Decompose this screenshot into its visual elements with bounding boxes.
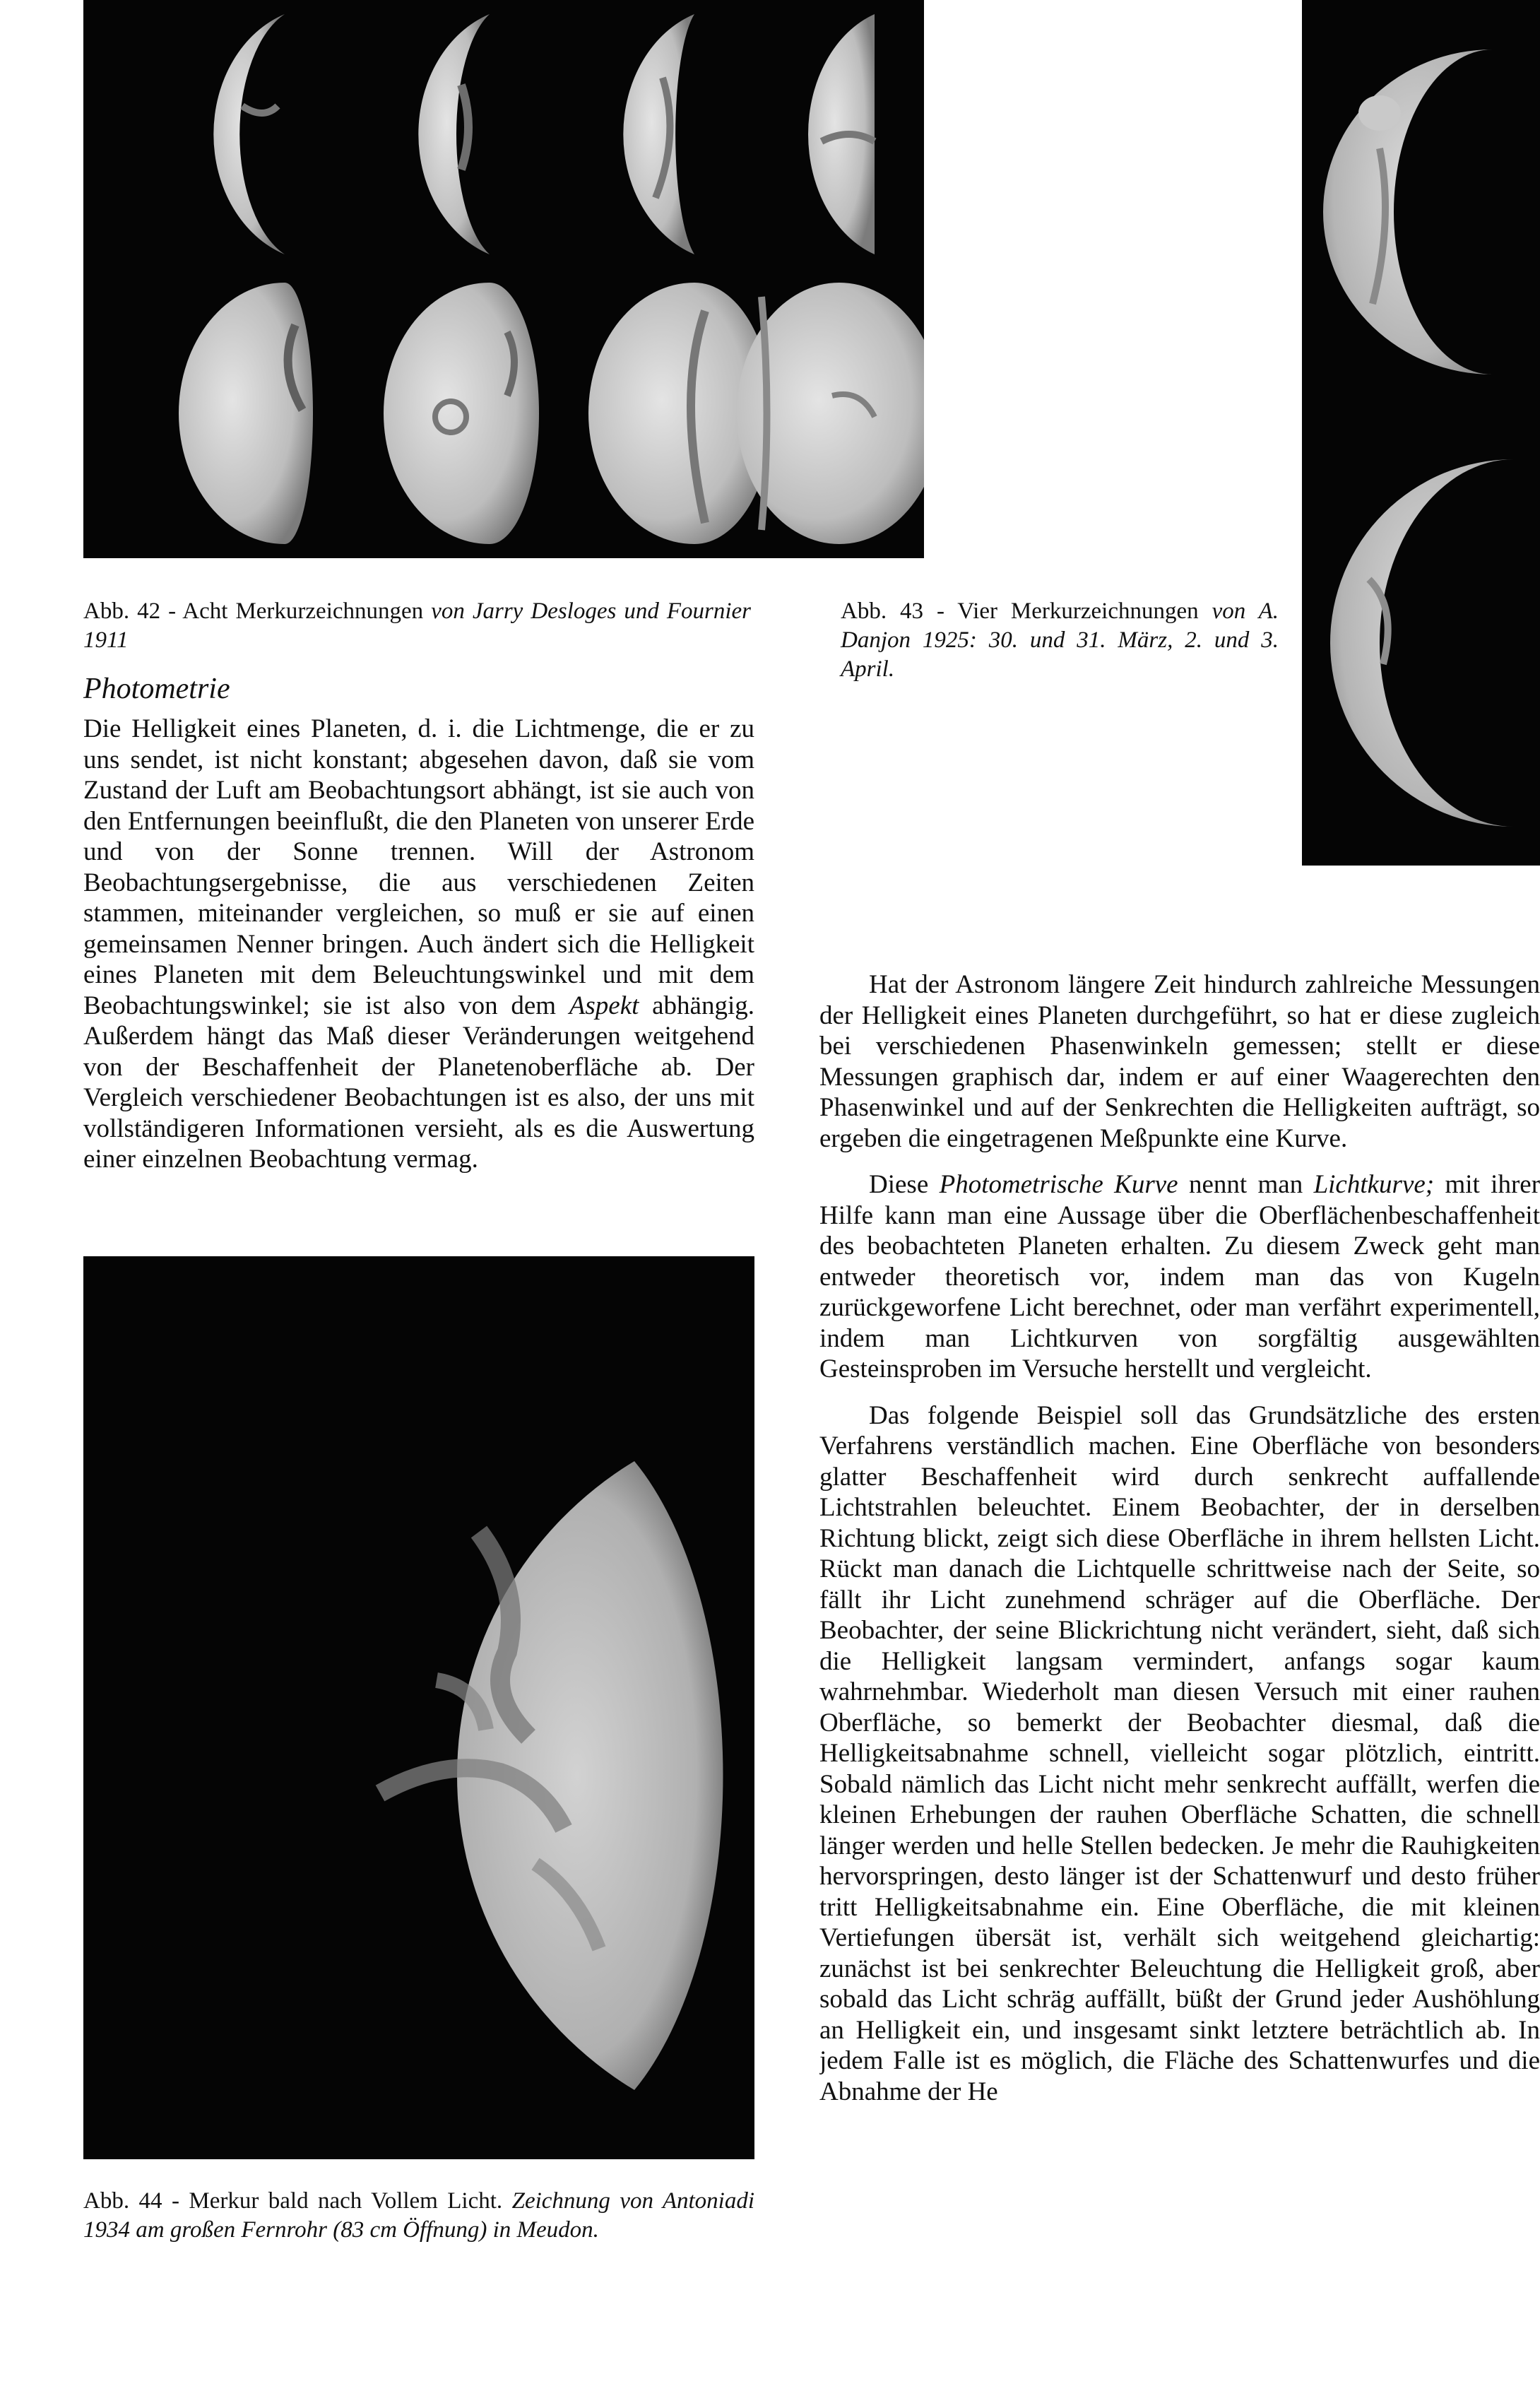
mercury-drawing-3 xyxy=(623,14,694,254)
figure-44-caption-prefix: Abb. 44 - Merkur bald nach Vollem Licht. xyxy=(83,2188,512,2214)
figure-43-caption xyxy=(841,597,1279,684)
mercury-drawing-2 xyxy=(418,14,490,254)
mercury-phases-drawings xyxy=(83,0,924,558)
mercury-drawing-crescent-1 xyxy=(1323,49,1493,374)
mercury-drawing-8 xyxy=(737,283,924,544)
mercury-crescent-drawings xyxy=(1302,0,1540,866)
left-paragraph-1 xyxy=(83,714,754,1175)
figure-44-plate xyxy=(83,1256,754,2159)
figure-43-plate xyxy=(1302,0,1540,866)
left-paragraph-1-part-b: abhängig. Außerdem hängt das Maß dieser Veränderungen weitgehend von der Beschaffenheit der Planetenoberfläche ab. Der Vergleich verschiedener Beobachtungen ist es also, der uns mit vollständigeren Informationen versieht, als es die Auswertung einer einzelnen Beobachtung vermag. xyxy=(83,991,754,1174)
right-column-text xyxy=(819,969,1540,2107)
right-paragraph-2-part-c: mit ihrer Hilfe kann man eine Aussage über die Oberflächenbeschaffenheit des beobachteten Planeten erhalten. Zu diesem Zweck geht man entweder theoretisch vor, indem man das von Kugeln zurückgeworfene Licht berechnet, oder man verfährt experimentell, indem man Lichtkurven von sorgfältig ausgewählten Gesteinsproben im Versuche herstellt und vergleicht. xyxy=(819,1170,1540,1383)
figure-42-caption-prefix: Abb. 42 - Acht Merkurzeichnungen xyxy=(83,598,432,624)
right-column-clip xyxy=(819,969,1540,2383)
figure-44-caption-credit: Zeichnung von Antoniadi 1934 am großen Fernrohr (83 cm Öffnung) in Meudon. xyxy=(83,2188,754,2243)
right-paragraph-2-emphasis-2: Lichtkurve; xyxy=(1313,1170,1435,1199)
left-paragraph-1-emphasis: Aspekt xyxy=(569,991,639,1020)
right-paragraph-2-part-a: Diese xyxy=(869,1170,940,1199)
left-paragraph-1-part-a: Die Helligkeit eines Planeten, d. i. die Lichtmenge, die er zu uns sendet, ist nicht konstant; abgesehen davon, daß sie vom Zustand der Luft am Beobachtungsort abhängt, ist sie auch von den Entfernungen beeinflußt, die den Planeten von unserer Erde und von der Sonne trennen. Will der Astronom Beobachtungsergebnisse, die aus verschiedenen Zeiten stammen, miteinander vergleichen, so muß er sie auf einen gemeinsamen Nenner bringen. Auch ändert sich die Helligkeit eines Planeten mit dem Beleuchtungswinkel und mit dem Beobachtungswinkel; sie ist also von dem xyxy=(83,714,754,1020)
figure-43-caption-credit: von A. Danjon 1925: 30. und 31. März, 2. und 3. April. xyxy=(841,598,1279,682)
right-paragraph-2-part-b: nennt man xyxy=(1178,1170,1314,1199)
figure-43-caption-prefix: Abb. 43 - Vier Merkurzeichnungen xyxy=(841,598,1212,624)
mercury-drawing-4 xyxy=(808,14,875,254)
figure-42-plate xyxy=(83,0,924,558)
mercury-drawing-5 xyxy=(179,283,313,544)
right-paragraph-2 xyxy=(819,1169,1540,1385)
figure-42-caption xyxy=(83,597,751,655)
mercury-drawing-crescent-2 xyxy=(1330,459,1514,827)
right-paragraph-1: Hat der Astronom längere Zeit hindurch zahlreiche Messungen der Helligkeit eines Planeten durchgeführt, so hat er diese zugleich bei verschiedenen Phasenwinkeln gemessen; stellt er diese Messungen graphisch dar, indem er auf einer Waagerechten den Phasenwinkel und auf der Senkrechten die Helligkeiten aufträgt, so ergeben die eingetragenen Meßpunkte eine Kurve. xyxy=(819,970,1540,1153)
figure-42-caption-credit: von Jarry Desloges und Fournier 1911 xyxy=(83,598,751,653)
right-paragraph-3: Das folgende Beispiel soll das Grundsätzliche des ersten Verfahrens verständlich machen. Eine Oberfläche von besonders glatter Beschaffenheit wird durch senkrecht auffallende Lichtstrahlen beleuchtet. Einem Beobachter, der in derselben Richtung blickt, zeigt sich diese Oberfläche in ihrem hellsten Licht. Rückt man danach die Lichtquelle schrittweise nach der Seite, so fällt ihr Licht zunehmend schräger auf die Oberfläche. Der Beobachter, der seine Blickrichtung nicht verändert, sieht, daß sich die Helligkeit langsam vermindert, anfangs sogar kaum wahrnehmbar. Wiederholt man diesen Versuch mit einer rauhen Oberfläche, so bemerkt der Beobachter diesmal, daß die Helligkeitsabnahme schnell, vielleicht sogar plötzlich, eintritt. Sobald nämlich das Licht nicht mehr senkrecht auffällt, werfen die kleinen Erhebungen der rauhen Oberfläche Schatten, die schnell länger werden und helle Stellen bedecken. Je mehr die Rauhigkeiten hervorspringen, desto länger ist der Schattenwurf und desto früher tritt Helligkeitsabnahme ein. Eine Oberfläche, die mit kleinen Vertiefungen übersät ist, verhält sich weitgehend gleichartig: zunächst ist bei senkrechter Beleuchtung die Helligkeit groß, aber sobald das Licht schräg auffällt, büßt der Grund jeder Aushöhlung an Helligkeit ein, und insgesamt sinkt letztere beträchtlich ab. In jedem Falle ist es möglich, die Fläche des Schattenwurfes und die Abnahme der He xyxy=(819,1400,1540,2106)
mercury-drawing-6 xyxy=(384,283,539,544)
figure-44-caption xyxy=(83,2187,754,2245)
mercury-drawing-1 xyxy=(213,14,285,254)
section-heading: Photometrie xyxy=(83,673,230,705)
mercury-gibbous-drawing xyxy=(83,1256,754,2159)
left-column-text xyxy=(83,714,754,1191)
right-paragraph-2-emphasis-1: Photometrische Kurve xyxy=(939,1170,1178,1199)
